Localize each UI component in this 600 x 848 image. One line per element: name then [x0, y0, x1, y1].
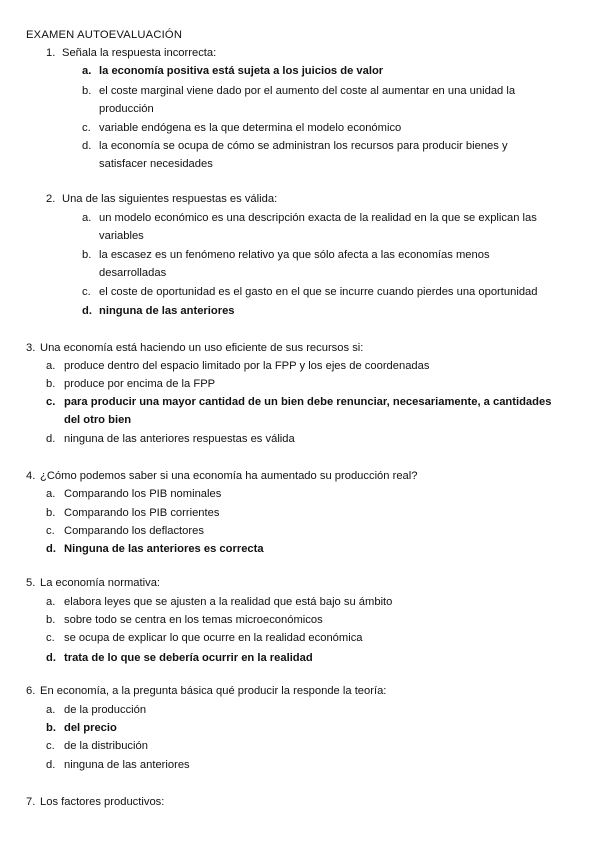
option-text: Ninguna de las anteriores es correcta	[64, 543, 264, 555]
option-letter: b.	[46, 507, 56, 519]
exam-title: EXAMEN AUTOEVALUACIÓN	[26, 29, 183, 41]
option-text-continued: producción	[99, 103, 154, 115]
question-number: 1.	[46, 47, 56, 59]
option-text: ninguna de las anteriores	[99, 305, 235, 317]
question-text: En economía, a la pregunta básica qué producir la responde la teoría:	[40, 685, 387, 697]
question-number: 7.	[26, 796, 36, 808]
option-letter: c.	[46, 632, 55, 644]
option-letter: a.	[46, 596, 56, 608]
option-text: el coste marginal viene dado por el aumento del coste al aumentar en una unidad la	[99, 85, 516, 97]
question-number: 3.	[26, 342, 36, 354]
option-text: variable endógena es la que determina el modelo económico	[99, 122, 402, 134]
question-number: 6.	[26, 685, 36, 697]
question-number: 5.	[26, 577, 36, 589]
option-text: la economía positiva está sujeta a los juicios de valor	[99, 65, 384, 77]
option-letter: a.	[82, 212, 92, 224]
option-letter: d.	[82, 305, 92, 317]
option-letter: b.	[82, 249, 92, 261]
question-text: Una de las siguientes respuestas es válida:	[62, 193, 278, 205]
option-text: de la distribución	[64, 740, 148, 752]
option-text: trata de lo que se debería ocurrir en la realidad	[64, 652, 313, 664]
option-letter: a.	[46, 704, 56, 716]
option-letter: d.	[46, 759, 56, 771]
option-text: un modelo económico es una descripción exacta de la realidad en la que se explican las	[99, 212, 537, 224]
option-text: se ocupa de explicar lo que ocurre en la realidad económica	[64, 632, 363, 644]
option-letter: a.	[46, 360, 56, 372]
option-letter: d.	[82, 140, 92, 152]
option-letter: c.	[82, 286, 91, 298]
option-letter: c.	[46, 740, 55, 752]
question-text: Una economía está haciendo un uso eficiente de sus recursos si:	[40, 342, 364, 354]
option-text: sobre todo se centra en los temas microeconómicos	[64, 614, 323, 626]
option-letter: a.	[82, 65, 92, 77]
option-text: de la producción	[64, 704, 147, 716]
option-letter: d.	[46, 433, 56, 445]
option-text: la escasez es un fenómeno relativo ya que sólo afecta a las economías menos	[99, 249, 490, 261]
question-number: 2.	[46, 193, 56, 205]
option-letter: b.	[46, 378, 56, 390]
option-letter: b.	[82, 85, 92, 97]
option-text-continued: satisfacer necesidades	[99, 158, 213, 170]
option-text-continued: variables	[99, 230, 144, 242]
option-letter: b.	[46, 614, 56, 626]
option-text: del precio	[64, 722, 117, 734]
option-text: para producir una mayor cantidad de un bien debe renunciar, necesariamente, a cantidades	[64, 396, 552, 408]
option-text: ninguna de las anteriores	[64, 759, 190, 771]
option-text: Comparando los deflactores	[64, 525, 204, 537]
option-text: el coste de oportunidad es el gasto en el que se incurre cuando pierdes una oportunidad	[99, 286, 538, 298]
option-letter: d.	[46, 543, 56, 555]
question-text: Los factores productivos:	[40, 796, 165, 808]
option-letter: b.	[46, 722, 56, 734]
question-text: ¿Cómo podemos saber si una economía ha aumentado su producción real?	[40, 470, 418, 482]
option-text: la economía se ocupa de cómo se administran los recursos para producir bienes y	[99, 140, 508, 152]
question-number: 4.	[26, 470, 36, 482]
question-text: Señala la respuesta incorrecta:	[62, 47, 217, 59]
option-text-continued: del otro bien	[64, 414, 132, 426]
option-text: produce por encima de la FPP	[64, 378, 216, 390]
option-letter: c.	[46, 525, 55, 537]
option-text: produce dentro del espacio limitado por la FPP y los ejes de coordenadas	[64, 360, 430, 372]
option-letter: c.	[82, 122, 91, 134]
option-letter: c.	[46, 396, 56, 408]
option-letter: a.	[46, 488, 56, 500]
option-text-continued: desarrolladas	[99, 267, 167, 279]
option-text: ninguna de las anteriores respuestas es válida	[64, 433, 295, 445]
option-text: Comparando los PIB nominales	[64, 488, 222, 500]
option-letter: d.	[46, 652, 56, 664]
option-text: elabora leyes que se ajusten a la realidad que está bajo su ámbito	[64, 596, 393, 608]
question-text: La economía normativa:	[40, 577, 161, 589]
option-text: Comparando los PIB corrientes	[64, 507, 220, 519]
